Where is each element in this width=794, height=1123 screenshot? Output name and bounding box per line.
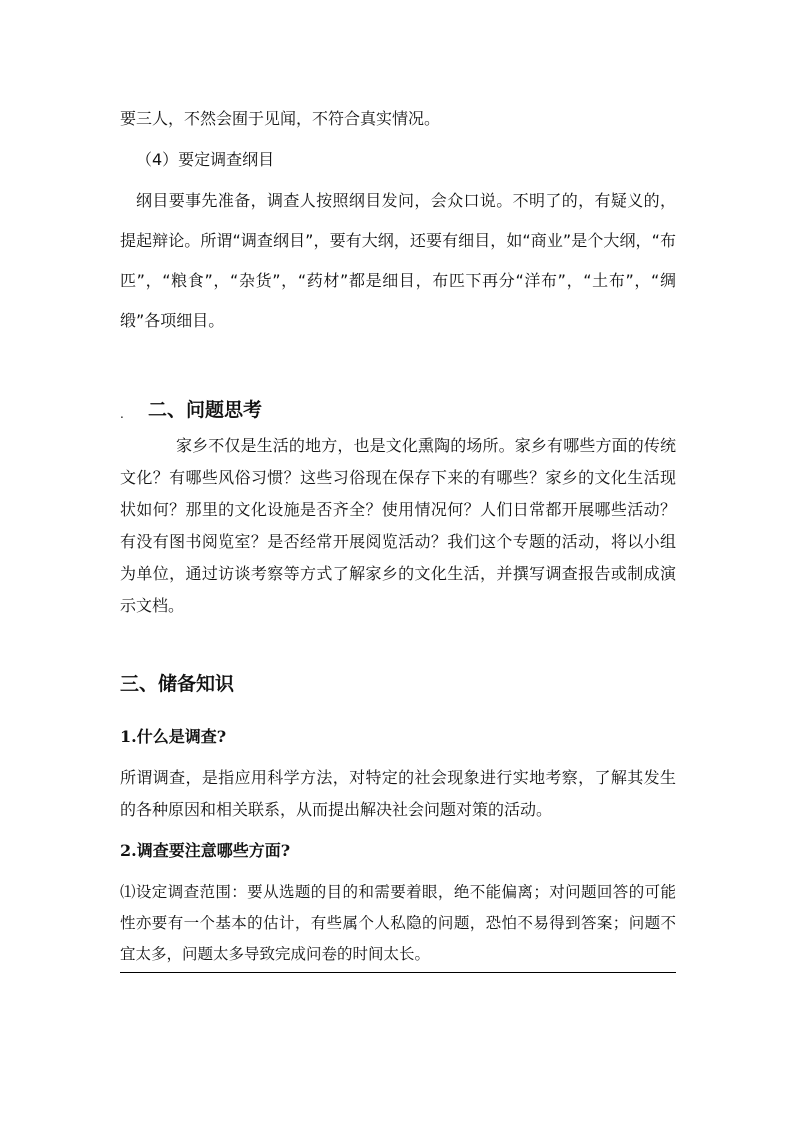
item-4-label: （4）要定调查纲目 [136,150,275,169]
section-2-paragraph: 家乡不仅是生活的地方，也是文化熏陶的场所。家乡有哪些方面的传统文化？有哪些风俗习惯？这些习俗现在保存下来的有哪些？家乡的文化生活现状如何？那里的文化设施是否齐全？使用情况何？人们日常都开展哪些活动？有没有图书阅览室？是否经常开展阅览活动？我们这个专题的活动，将以小组为单位，通过访谈考察等方式了解家乡的文化生活，并撰写调查报告或制成演示文档。 [120,436,676,615]
section-3-heading: 三、储备知识 [120,673,235,695]
question-2-paragraph: ⑴设定调查范围：要从选题的目的和需要着眼，绝不能偏离；对问题回答的可能性亦要有一个基本的估计，有些属个人私隐的问题，恐怕不易得到答案；问题不宜太多，问题太多导致完成问卷的时间太长。 [120,883,676,963]
section-2-heading: 二、问题思考 [148,399,263,421]
paragraph-continuation: 要三人，不然会囿于见闻，不符合真实情况。 [120,109,441,128]
bullet-marker: . [120,407,124,421]
question-1-heading: 1.什么是调查? [120,727,227,746]
item-4-paragraph: 纲目要事先准备，调查人按照纲目发问，会众口说。不明了的，有疑义的，提起辩论。所谓“调查纲目”，要有大纲，还要有细目，如“商业”是个大纲，“布匹”，“粮食”，“杂货”，“药材”都是细目，布匹下再分“洋布”，“土布”，“绸缎”各项细目。 [120,191,676,330]
question-1-paragraph: 所谓调查，是指应用科学方法，对特定的社会现象进行实地考察，了解其发生的各种原因和相关联系，从而提出解决社会问题对策的活动。 [120,768,676,819]
page-divider-line [120,972,676,973]
question-2-heading: 2.调查要注意哪些方面? [120,841,291,860]
